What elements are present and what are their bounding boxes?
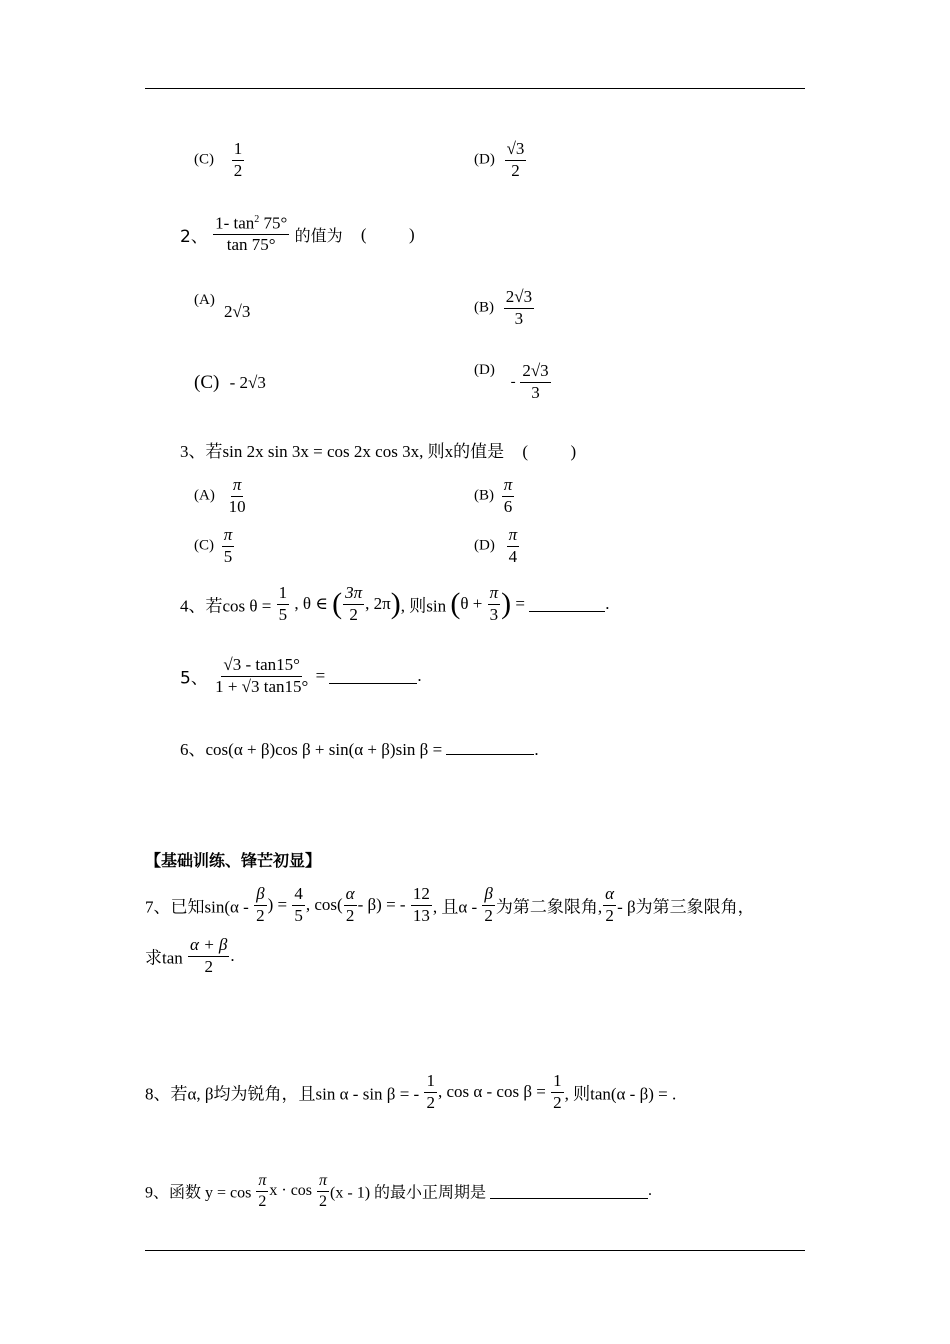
option-label: (B) <box>474 299 494 316</box>
fraction: $\frac{3\pi}{2}$ <box>345 583 363 624</box>
fraction: $\frac{2√3}{3}$ <box>522 361 549 402</box>
fraction: $\frac{\pi}{2}$ <box>258 1172 267 1210</box>
open-paren: ( <box>450 587 461 621</box>
option-label: (C) <box>194 537 214 554</box>
q7-line2: 求tan $\frac{\alpha + \beta}{2}$ . <box>145 935 235 976</box>
fraction: $\frac{4}{5}$ <box>294 884 303 925</box>
option-label: (C) <box>194 151 214 168</box>
section-heading: 【基础训练、锋芒初显】 <box>145 851 322 870</box>
fraction: $\frac{\alpha}{2}$ <box>345 884 355 925</box>
q8: 8、若α, β均为锐角，且sin α - sin β = - $\frac{1}{2}$ , cos α - cos β = $\frac{1}{2}$ , 则tan(α - β) = . <box>145 1071 677 1112</box>
option-label: (D) <box>474 537 495 554</box>
option-label: (D) <box>474 362 495 378</box>
fraction: $\frac{\pi}{5}$ <box>223 525 233 566</box>
option-value: - 2√3 <box>229 373 266 392</box>
option-label: (B) <box>474 487 494 504</box>
q4: 4、若cos θ = $\frac{1}{5}$ , θ ∈ ( $\frac{3\pi}{2}$ , 2π), 则sin (θ + $\frac{\pi}{3}$ ) = . <box>180 583 610 624</box>
open-paren: ( <box>332 587 343 621</box>
q2-option-c <box>194 372 266 394</box>
fraction: $\frac{\pi}{2}$ <box>319 1172 328 1210</box>
q3-option-a <box>194 476 249 516</box>
fraction: $\frac{1}{2}$ <box>553 1071 562 1112</box>
q3-option-b <box>474 476 515 516</box>
fraction: $\frac{\beta}{2}$ <box>484 884 493 925</box>
q2-option-d: (D) - $\frac{2√3}{3}$ <box>474 361 549 402</box>
q2-stem: 2、 $\frac{1- \tan^2 75^\circ}{\tan 75^\circ}$ 的值为 ( ) <box>180 213 415 255</box>
answer-blank[interactable] <box>329 668 417 684</box>
fraction: $\frac{1}{2}$ <box>426 1071 435 1112</box>
q5: 5、 $\frac{√3 - \tan 15^\circ}{1 + √3 \tan 15^\circ}$ = . <box>180 655 422 696</box>
q2-option-b <box>474 288 535 328</box>
q2-option-a <box>194 292 251 321</box>
fraction: $\frac{\pi}{4}$ <box>508 525 518 566</box>
close-paren: ) <box>501 587 512 621</box>
fraction: $\frac{\alpha}{2}$ <box>605 884 615 925</box>
fraction: $\frac{\pi}{10}$ <box>228 475 246 516</box>
option-label: (A) <box>194 292 215 308</box>
answer-blank[interactable] <box>446 739 534 755</box>
answer-blank[interactable] <box>529 596 605 612</box>
option-value: 2√3 <box>224 302 251 321</box>
close-paren: ) <box>390 587 401 621</box>
q9: 9、函数 y = cos $\frac{\pi}{2}$ x · cos $\frac{\pi}{2}$ (x - 1) 的最小正周期是 . <box>145 1172 653 1210</box>
fraction: $\frac{\pi}{3}$ <box>489 583 499 624</box>
q1-option-c <box>194 140 245 180</box>
fraction: $\frac{1}{5}$ <box>278 583 288 624</box>
option-label: (C) <box>194 372 220 393</box>
fraction: $\frac{2√3}{3}$ <box>505 287 533 328</box>
option-label: (D) <box>474 151 495 168</box>
fraction: $\frac{√3}{2}$ <box>506 139 525 180</box>
fraction: $\frac{\pi}{6}$ <box>503 475 513 516</box>
q3-option-c <box>194 526 235 566</box>
answer-blank[interactable] <box>490 1183 648 1199</box>
q1-option-d <box>474 140 527 180</box>
fraction: $\frac{1}{2}$ <box>233 139 243 180</box>
bottom-rule <box>145 1250 805 1251</box>
fraction: $\frac{\beta}{2}$ <box>256 884 265 925</box>
q3-stem: 3、若sin 2x sin 3x = cos 2x cos 3x, 则x的值是 ( ) <box>180 442 577 461</box>
fraction: $\frac{1- \tan^2 75^\circ}{\tan 75^\circ}$ <box>215 213 288 255</box>
q7-line1: 7、已知sin(α - $\frac{\beta}{2}$ ) = $\frac{4}{5}$ , cos( $\frac{\alpha}{2}$ - β) = - $\frac{12}{13}$ , 且α - $\frac{\beta}{2}$ 为第二象限角, $\frac{\alpha}{2}$ - β为第三象限角， <box>145 884 755 925</box>
q6: 6、cos(α + β)cos β + sin(α + β)sin β = . <box>180 740 539 759</box>
option-label: (A) <box>194 487 215 504</box>
fraction: $\frac{√3 - \tan 15^\circ}{1 + √3 \tan 15^\circ}$ <box>215 655 309 696</box>
fraction: $\frac{12}{13}$ <box>412 884 430 925</box>
q3-option-d <box>474 526 520 566</box>
top-rule <box>145 88 805 89</box>
fraction: $\frac{\alpha + \beta}{2}$ <box>190 935 228 976</box>
